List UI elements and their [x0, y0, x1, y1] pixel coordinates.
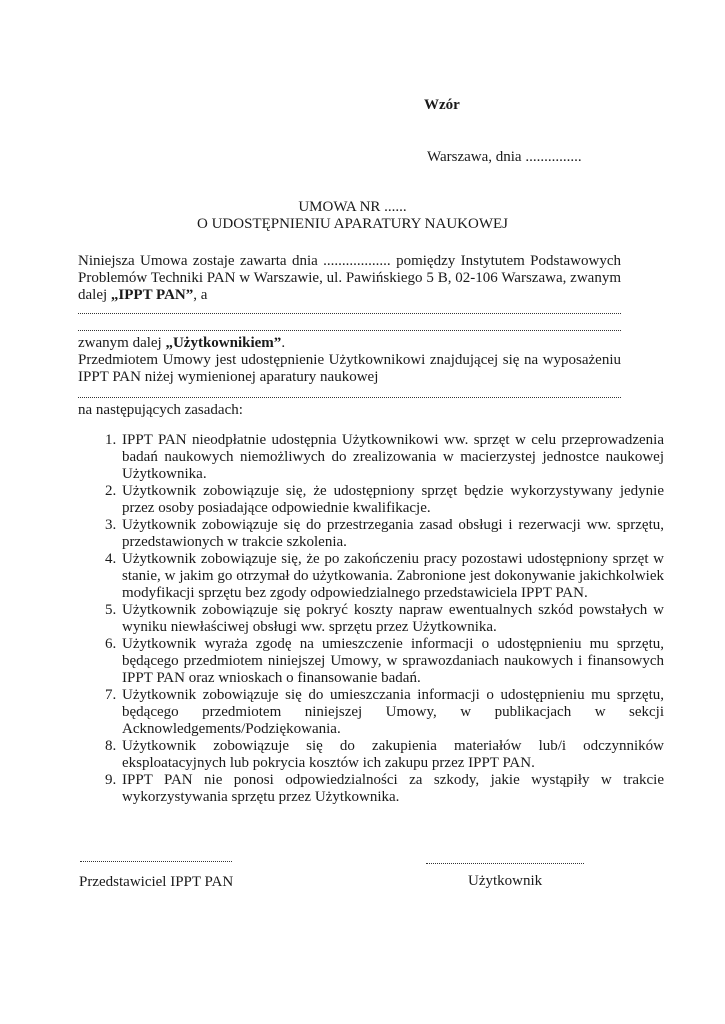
- term-item-5: 5. Użytkownik zobowiązuje się pokryć koszty napraw ewentualnych szkód powstałych w wyniku niewłaściwej obsługi ww. sprzętu przez Użytkownika.: [120, 602, 664, 636]
- contract-title: [0, 199, 725, 233]
- intro-tail: , a: [193, 287, 208, 303]
- terms-list: [94, 432, 664, 806]
- party-user: „Użytkownikiem”: [165, 335, 282, 351]
- user-clause: [78, 335, 285, 352]
- term-item-3: 3. Użytkownik zobowiązuje się do przestrzegania zasad obsługi i rezerwacji ww. sprzętu, przedstawionych w trakcie szkolenia.: [120, 517, 664, 551]
- user-clause-prefix: zwanym dalej: [78, 335, 166, 351]
- intro-text: Niniejsza Umowa zostaje zawarta dnia .................. pomiędzy Instytutem Podstawowych Problemów Techniki PAN w Warszawie, ul. Pawińskiego 5 B, 02-106 Warszawa, zwanym dalej: [78, 253, 621, 303]
- contract-subject-title: O UDOSTĘPNIENIU APARATURY NAUKOWEJ: [197, 216, 508, 232]
- term-item-4: 4. Użytkownik zobowiązuje się, że po zakończeniu pracy pozostawi udostępniony sprzęt w stanie, w jakim go otrzymał do użytkowania. Zabronione jest dokonywanie jakichkolwiek modyfikacji sprzętu bez zgody odpowiedzialnego przedstawiciela IPPT PAN.: [120, 551, 664, 602]
- signature-label-user: Użytkownik: [468, 873, 543, 889]
- equipment-dotted-line: [78, 397, 621, 398]
- signature-line-ippt: [80, 861, 232, 862]
- signature-label-ippt: Przedstawiciel IPPT PAN: [79, 874, 234, 890]
- term-item-7: 7. Użytkownik zobowiązuje się do umieszczania informacji o udostępnieniu mu sprzętu, będącego przedmiotem niniejszej Umowy, w publikacjach w sekcji Acknowledgements/Podziękowania.: [120, 687, 664, 738]
- place-and-date: Warszawa, dnia ...............: [427, 149, 582, 165]
- party-name-dotted-line-1: [78, 313, 621, 314]
- term-item-1: 1. IPPT PAN nieodpłatnie udostępnia Użytkownikowi ww. sprzęt w celu przeprowadzenia badań naukowych niemożliwych do zrealizowania w macierzystej jednostce naukowej Użytkownika.: [120, 432, 664, 483]
- intro-paragraph: [78, 253, 621, 304]
- contract-number-line: UMOWA NR ......: [298, 199, 407, 215]
- party-ippt-pan: „IPPT PAN”: [110, 287, 194, 303]
- user-clause-suffix: .: [281, 335, 286, 351]
- template-label: Wzór: [424, 97, 460, 113]
- term-item-2: 2. Użytkownik zobowiązuje się, że udostępniony sprzęt będzie wykorzystywany jedynie przez osoby posiadające odpowiednie kwalifikacje.: [120, 483, 664, 517]
- term-item-6: 6. Użytkownik wyraża zgodę na umieszczenie informacji o udostępnieniu mu sprzętu, będącego przedmiotem niniejszej Umowy, w sprawozdaniach naukowych i finansowych IPPT PAN oraz wnioskach o finansowanie badań.: [120, 636, 664, 687]
- party-name-dotted-line-2: [78, 330, 621, 331]
- term-item-9: 9. IPPT PAN nie ponosi odpowiedzialności za szkody, jakie wystąpiły w trakcie wykorzystywania sprzętu przez Użytkownika.: [120, 772, 664, 806]
- terms-intro: na następujących zasadach:: [78, 402, 243, 418]
- term-item-8: 8. Użytkownik zobowiązuje się do zakupienia materiałów lub/i odczynników eksploatacyjnych lub pokrycia kosztów ich zakupu przez IPPT PAN.: [120, 738, 664, 772]
- signature-line-user: [426, 863, 584, 864]
- subject-paragraph: Przedmiotem Umowy jest udostępnienie Użytkownikowi znajdującej się na wyposażeniu IPPT PAN niżej wymienionej aparatury naukowej: [78, 352, 621, 385]
